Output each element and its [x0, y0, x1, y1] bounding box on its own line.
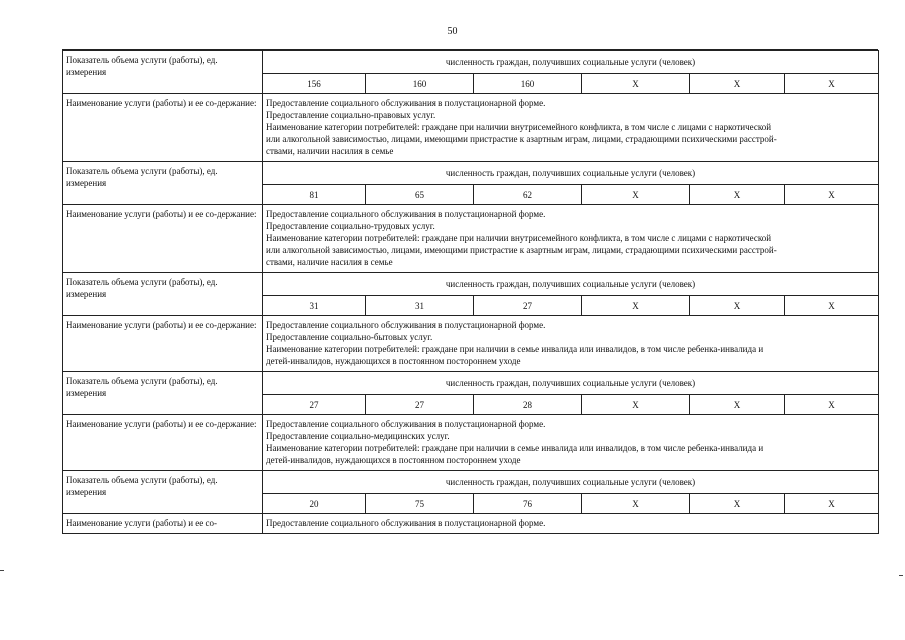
description-line: детей-инвалидов, нуждающихся в постоянном постороннем уходе — [266, 455, 521, 465]
indicator-label: Показатель объема услуги (работы), ед. измерения — [63, 372, 263, 415]
value-cell: X — [582, 395, 690, 415]
unit-of-measure: численность граждан, получивших социальные услуги (человек) — [263, 372, 879, 395]
description-line: Предоставление социально-правовых услуг. — [266, 110, 436, 120]
service-description — [263, 205, 879, 273]
unit-of-measure: численность граждан, получивших социальные услуги (человек) — [263, 471, 879, 494]
value-cell: X — [690, 296, 785, 316]
description-line: Предоставление социально-бытовых услуг. — [266, 332, 433, 342]
scan-edge-mark-right — [899, 575, 903, 576]
services-table-container — [62, 49, 878, 534]
value-cell: X — [785, 296, 879, 316]
service-row — [63, 94, 879, 162]
indicator-label: Показатель объема услуги (работы), ед. измерения — [63, 51, 263, 94]
value-cell: X — [785, 185, 879, 205]
value-cell: 27 — [474, 296, 582, 316]
table-body — [63, 51, 879, 534]
indicator-row — [63, 471, 879, 494]
value-cell: 31 — [263, 296, 366, 316]
service-name-label: Наименование услуги (работы) и ее со-держание: — [63, 205, 263, 273]
value-cell: 28 — [474, 395, 582, 415]
value-cell: 156 — [263, 74, 366, 94]
value-cell: X — [582, 185, 690, 205]
scan-edge-mark-left — [0, 570, 4, 571]
description-line: детей-инвалидов, нуждающихся в постоянном постороннем уходе — [266, 356, 521, 366]
value-cell: X — [690, 395, 785, 415]
unit-of-measure: численность граждан, получивших социальные услуги (человек) — [263, 51, 879, 74]
service-row — [63, 415, 879, 471]
value-cell: 81 — [263, 185, 366, 205]
service-description — [263, 94, 879, 162]
value-cell: X — [582, 296, 690, 316]
value-cell: 20 — [263, 494, 366, 514]
service-row — [63, 514, 879, 534]
value-cell: 27 — [366, 395, 474, 415]
description-line: Предоставление социально-медицинских услуг. — [266, 431, 450, 441]
indicator-row — [63, 372, 879, 395]
indicator-row — [63, 273, 879, 296]
description-line: Предоставление социального обслуживания в полустационарной форме. — [266, 518, 546, 528]
description-line: ствами, наличие насилия в семье — [266, 257, 393, 267]
value-cell: 160 — [366, 74, 474, 94]
description-line: Наименование категории потребителей: граждане при наличии в семье инвалида или инвалидов, в том числе ребенка-инвалида и — [266, 344, 764, 354]
service-row — [63, 205, 879, 273]
value-cell: X — [690, 74, 785, 94]
description-line: Предоставление социального обслуживания в полустационарной форме. — [266, 320, 546, 330]
value-cell: 75 — [366, 494, 474, 514]
value-cell: X — [582, 74, 690, 94]
description-line: Предоставление социально-трудовых услуг. — [266, 221, 435, 231]
value-cell: X — [690, 185, 785, 205]
service-description — [263, 514, 879, 534]
value-cell: 76 — [474, 494, 582, 514]
service-description — [263, 316, 879, 372]
description-line: Предоставление социального обслуживания в полустационарной форме. — [266, 419, 546, 429]
indicator-label: Показатель объема услуги (работы), ед. измерения — [63, 162, 263, 205]
description-line: Предоставление социального обслуживания в полустационарной форме. — [266, 98, 546, 108]
description-line: Предоставление социального обслуживания в полустационарной форме. — [266, 209, 546, 219]
service-name-label: Наименование услуги (работы) и ее со-держание: — [63, 316, 263, 372]
service-description — [263, 415, 879, 471]
indicator-row — [63, 51, 879, 74]
description-line: или алкогольной зависимостью, лицами, имеющими пристрастие к азартным играм, лицами, страдающими психическими расстрой- — [266, 245, 777, 255]
value-cell: X — [690, 494, 785, 514]
value-cell: X — [582, 494, 690, 514]
unit-of-measure: численность граждан, получивших социальные услуги (человек) — [263, 273, 879, 296]
description-line: Наименование категории потребителей: граждане при наличии внутрисемейного конфликта, в том числе с лицами с наркотической — [266, 233, 772, 243]
indicator-label: Показатель объема услуги (работы), ед. измерения — [63, 273, 263, 316]
value-cell: 62 — [474, 185, 582, 205]
value-cell: X — [785, 395, 879, 415]
value-cell: X — [785, 74, 879, 94]
description-line: или алкогольной зависимостью, лицами, имеющими пристрастие к азартным играм, лицами, страдающими психическими расстрой- — [266, 134, 777, 144]
indicator-label: Показатель объема услуги (работы), ед. измерения — [63, 471, 263, 514]
description-line: Наименование категории потребителей: граждане при наличии внутрисемейного конфликта, в том числе с лицами с наркотической — [266, 122, 772, 132]
value-cell: 160 — [474, 74, 582, 94]
value-cell: 65 — [366, 185, 474, 205]
service-name-label: Наименование услуги (работы) и ее со-держание: — [63, 415, 263, 471]
indicator-row — [63, 162, 879, 185]
service-name-label: Наименование услуги (работы) и ее со- — [63, 514, 263, 534]
value-cell: 31 — [366, 296, 474, 316]
service-name-label: Наименование услуги (работы) и ее со-держание: — [63, 94, 263, 162]
description-line: ствами, наличии насилия в семье — [266, 146, 394, 156]
unit-of-measure: численность граждан, получивших социальные услуги (человек) — [263, 162, 879, 185]
page-number: 50 — [447, 26, 458, 37]
service-row — [63, 316, 879, 372]
services-table — [62, 50, 879, 534]
description-line: Наименование категории потребителей: граждане при наличии в семье инвалида или инвалидов, в том числе ребенка-инвалида и — [266, 443, 764, 453]
value-cell: 27 — [263, 395, 366, 415]
value-cell: X — [785, 494, 879, 514]
